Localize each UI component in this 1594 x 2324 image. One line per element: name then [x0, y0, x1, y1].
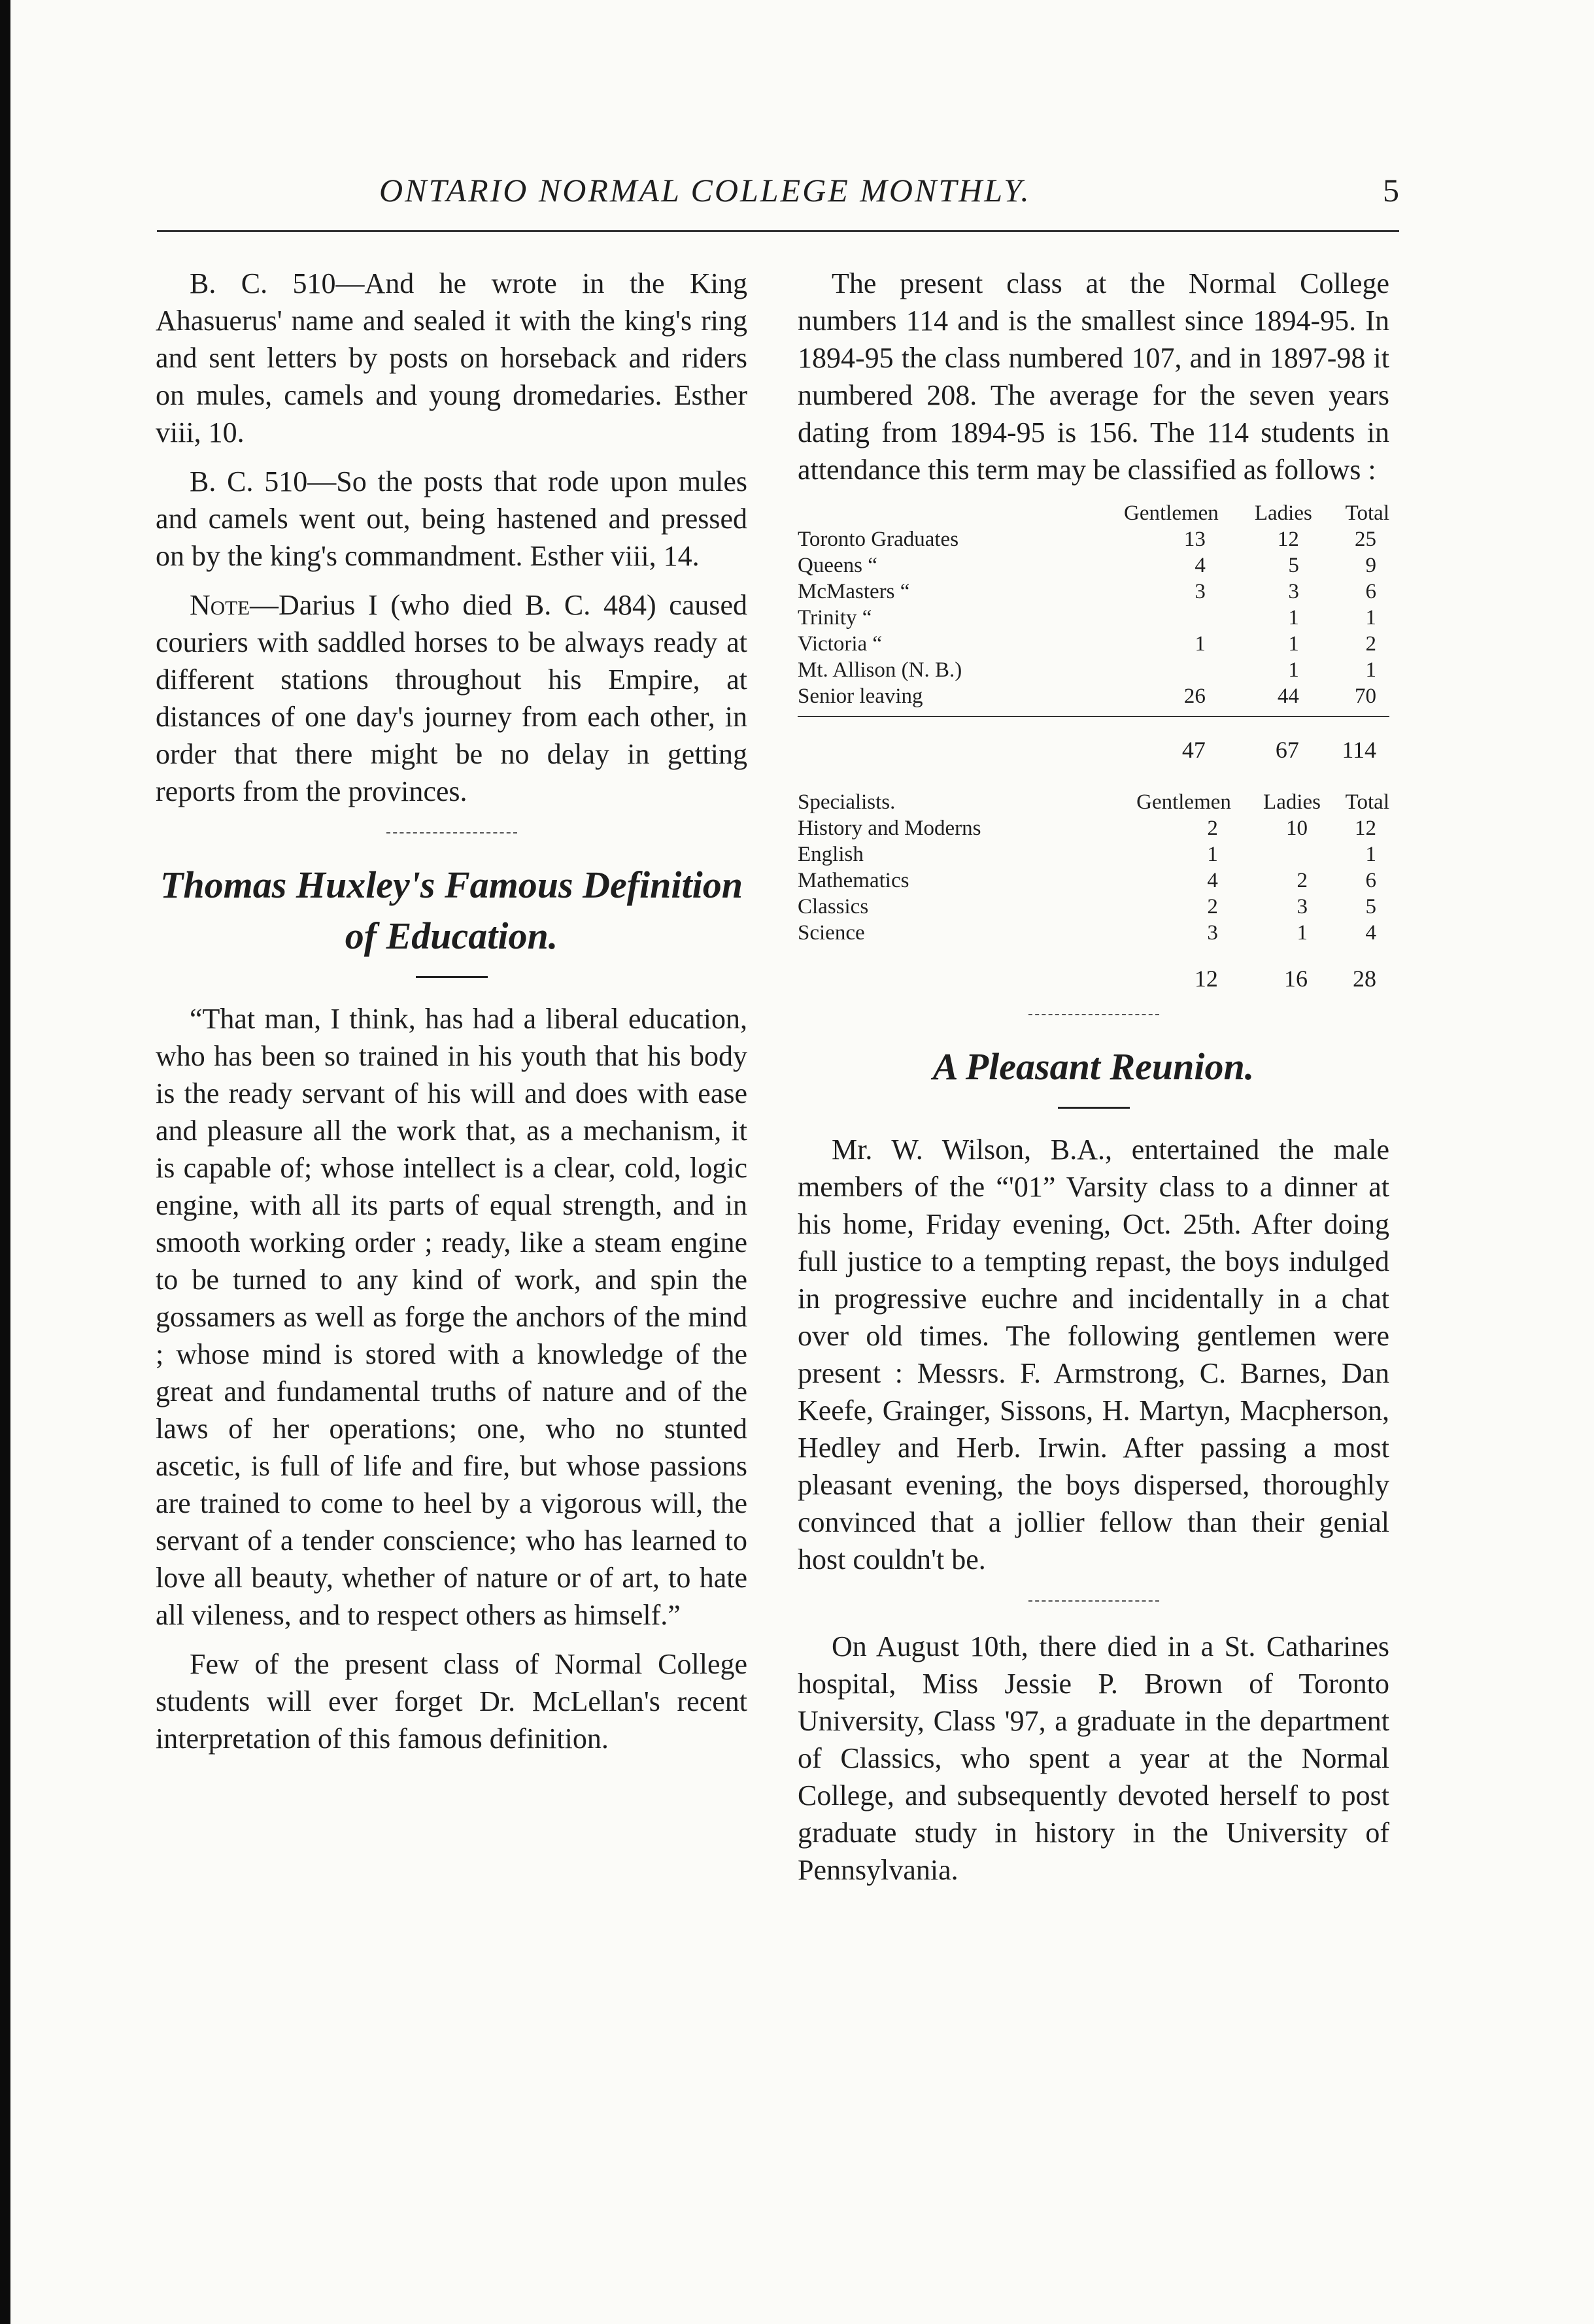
specialists-table: [798, 789, 1389, 992]
note-text: —Darius I (who died B. C. 484) caused couriers with saddled horses to be always ready at different stations throughout his Empire, at distances of one day's journey from each other, in order that there might be no delay in getting reports from the provinces.: [156, 589, 747, 807]
heading-rule: [1058, 1107, 1130, 1109]
table-row: English 1 1: [798, 843, 1376, 866]
table-row: Queens “ 4 5 9: [798, 554, 1376, 577]
page-number: 5: [1383, 172, 1399, 209]
right-column: [798, 265, 1389, 1900]
table-row: Mt. Allison (N. B.) 1 1: [798, 658, 1376, 682]
header-rule: [157, 230, 1399, 232]
table-row: Classics 2 3 5: [798, 895, 1376, 918]
section-separator: [386, 832, 517, 834]
table-totals-row: 47 67 114: [1181, 737, 1376, 763]
table-row: Science 3 1 4: [798, 921, 1376, 945]
heading-rule: [416, 976, 488, 978]
table-row: McMasters “ 3 3 6: [798, 580, 1376, 603]
huxley-commentary: Few of the present class of Normal College students will ever forget Dr. McLellan's recent interpretation of this famous definition.: [156, 1648, 747, 1755]
specialists-label: Specialists.: [798, 790, 896, 814]
section-separator: [1028, 1014, 1159, 1015]
huxley-quote: “That man, I think, has had a liberal education, who has been so trained in his youth that his body is the ready servant of his will and does with ease and pleasure all the work that, as a mechanism, it is capable of; whose intellect is a clear, cold, logic engine, with all its parts of equal strength, and in smooth working order ; ready, like a steam engine to be turned to any kind of work, and spin the gossamers as well as forge the anchors of the mind ; whose mind is stored with a knowledge of the great and fundamental truths of nature and of the laws of her operations; one, who no stunted ascetic, is full of life and fire, but whose passions are trained to come to heel by a vigorous will, the servant of a tender conscience; who has learned to love all beauty, whether of nature or of art, to hate all vileness, and to respect others as himself.”: [156, 1003, 747, 1631]
left-column: [156, 265, 747, 1769]
obituary-paragraph: On August 10th, there died in a St. Catharines hospital, Miss Jessie P. Brown of Toronto University, Class '97, a graduate in the department of Classics, who spent a year at the Normal College, and subsequently devoted herself to post graduate study in history in the University of Pennsylvania.: [798, 1630, 1389, 1886]
reunion-paragraph: Mr. W. Wilson, B.A., entertained the male members of the “'01” Varsity class to a dinner at his home, Friday evening, Oct. 25th. After doing full justice to a tempting repast, the boys indulged in progressive euchre and incidentally in a chat over old times. The following gentlemen were present : Messrs. F. Armstrong, C. Barnes, Dan Keefe, Grainger, Sissons, H. Martyn, Macpherson, Hedley and Herb. Irwin. After passing a most pleasant evening, the boys dispersed, thoroughly convinced that a jollier fellow than their genial host couldn't be.: [798, 1134, 1389, 1575]
table-header-row: [798, 500, 1389, 526]
col-gentlemen: Gentlemen: [1136, 790, 1231, 814]
class-statistics-paragraph: The present class at the Normal College numbers 114 and is the smallest since 1894-95. In 1894-95 the class numbered 107, and in 1897-98 it numbered 208. The average for the seven years dating from 1894-95 is 156. The 114 students in attendance this term may be classified as follows :: [798, 267, 1389, 486]
table-totals-row: 12 16 28: [1194, 966, 1376, 992]
running-title: ONTARIO NORMAL COLLEGE MONTHLY.: [379, 172, 1031, 209]
huxley-heading: Thomas Huxley's Famous Definition of Education.: [160, 864, 743, 957]
darius-note: [156, 586, 747, 810]
reunion-heading: A Pleasant Reunion.: [932, 1045, 1255, 1088]
table-row: Toronto Graduates 13 12 25: [798, 528, 1376, 551]
table-row: Mathematics 4 2 6: [798, 869, 1376, 892]
col-ladies: Ladies: [1254, 501, 1312, 525]
section-separator: [1028, 1600, 1159, 1602]
col-total: Total: [1345, 501, 1389, 525]
table-row: Senior leaving 26 44 70: [798, 684, 1376, 708]
table-header-row: [798, 789, 1389, 815]
esther-verse-10: B. C. 510—And he wrote in the King Ahasuerus' name and sealed it with the king's ring and sent letters by posts on horseback and riders on mules, camels and young dromedaries. Esther viii, 10.: [156, 267, 747, 448]
table-sum-rule: [798, 709, 1389, 716]
table-row: Victoria “ 1 1 2: [798, 632, 1376, 656]
col-ladies: Ladies: [1263, 790, 1321, 814]
note-label: Note: [190, 589, 250, 621]
page-header: [157, 171, 1399, 217]
scan-binding-edge: [0, 0, 10, 2324]
col-gentlemen: Gentlemen: [1124, 501, 1219, 525]
attendance-table: [798, 500, 1389, 763]
table-row: History and Moderns 2 10 12: [798, 817, 1376, 840]
esther-verse-14: B. C. 510—So the posts that rode upon mules and camels went out, being hastened and pressed on by the king's commandment. Esther viii, 14.: [156, 465, 747, 572]
col-total: Total: [1345, 790, 1389, 814]
table-row: Trinity “ 1 1: [798, 606, 1376, 630]
